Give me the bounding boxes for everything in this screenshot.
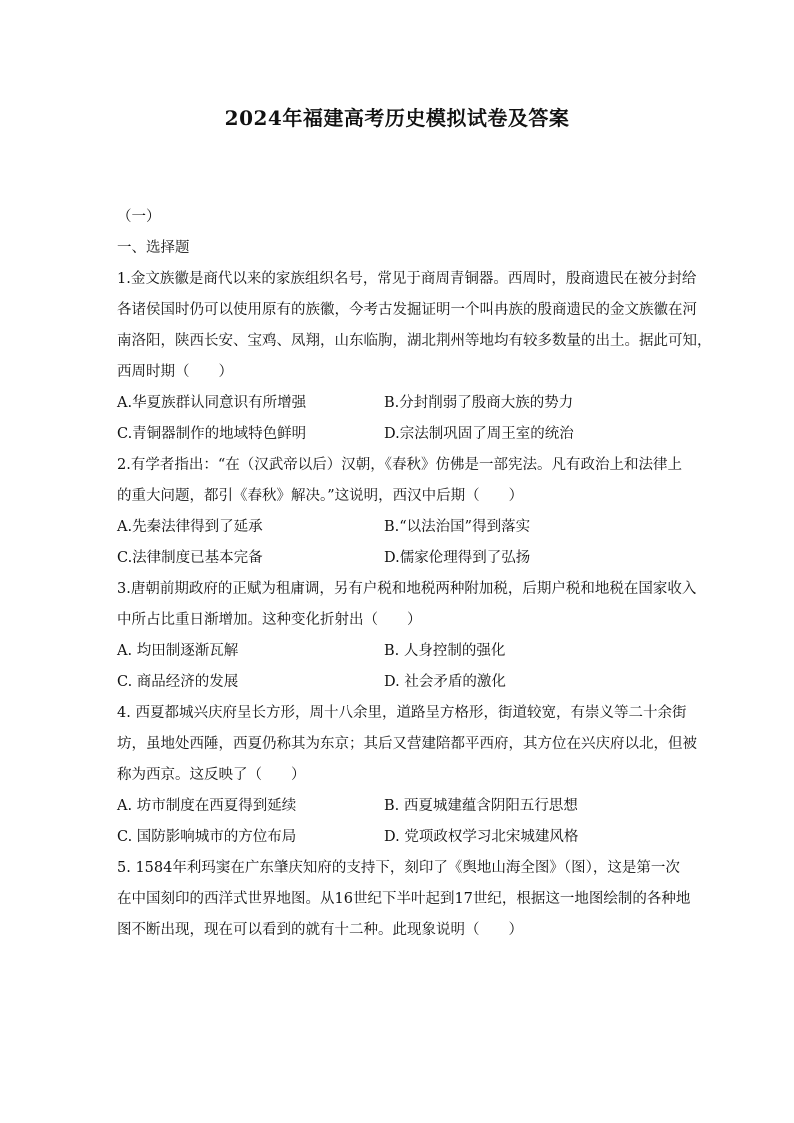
option-c: C. 商品经济的发展 <box>117 674 239 690</box>
options-row <box>117 636 679 667</box>
question-text-line: 坊，虽地处西陲，西夏仍称其为东京；其后又营建陪都平西府，其方位在兴庆府以北，但被 <box>117 736 697 752</box>
option-b: B.分封削弱了殷商大族的势力 <box>384 395 574 411</box>
question-text-line: 的重大问题，都引《春秋》解决。”这说明，西汉中后期（ ） <box>117 488 524 504</box>
question-text-line: 5. 1584年利玛窦在广东肇庆知府的支持下，刻印了《舆地山海全图》（图），这是第一次 <box>117 860 680 876</box>
option-d: D.宗法制巩固了周王室的统治 <box>384 426 574 442</box>
part-label: （一） <box>117 209 161 225</box>
option-c: C.青铜器制作的地域特色鲜明 <box>117 426 307 442</box>
option-d: D. 党项政权学习北宋城建风格 <box>384 829 579 845</box>
question-2 <box>117 450 682 574</box>
option-a: A.先秦法律得到了延承 <box>117 519 263 535</box>
question-text-line: 南洛阳，陕西长安、宝鸡、凤翔，山东临朐，湖北荆州等地均有较多数量的出土。据此可知， <box>117 333 712 349</box>
question-3 <box>117 574 697 698</box>
question-text-line: 在中国刻印的西洋式世界地图。从16世纪下半叶起到17世纪，根据这一地图绘制的各种地 <box>117 891 691 907</box>
question-1 <box>117 264 712 450</box>
option-a: A. 均田制逐渐瓦解 <box>117 643 239 659</box>
question-text-line: 2.有学者指出：“在（汉武帝以后）汉朝，《春秋》仿佛是一部宪法。凡有政治上和法律上 <box>117 457 682 473</box>
question-text-line: 3.唐朝前期政府的正赋为租庸调，另有户税和地税两种附加税，后期户税和地税在国家收入 <box>117 581 697 597</box>
options-row <box>117 791 679 822</box>
question-text-line: 称为西京。这反映了（ ） <box>117 767 306 783</box>
question-text-line: 各诸侯国时仍可以使用原有的族徽，今考古发掘证明一个叫冉族的殷商遗民的金文族徽在河 <box>117 302 697 318</box>
question-text-line: 西周时期（ ） <box>117 364 233 380</box>
question-text-line: 1.金文族徽是商代以来的家族组织名号，常见于商周青铜器。西周时，殷商遗民在被分封给 <box>117 271 697 287</box>
options-row <box>117 419 679 450</box>
option-a: A.华夏族群认同意识有所增强 <box>117 395 307 411</box>
question-text-line: 4. 西夏都城兴庆府呈长方形，周十八余里，道路呈方格形，街道较宽，有崇义等二十余街 <box>117 705 687 721</box>
options-row <box>117 543 679 574</box>
question-4 <box>117 698 697 853</box>
page-title: 2024年福建高考历史模拟试卷及答案 <box>224 106 570 130</box>
option-a: A. 坊市制度在西夏得到延续 <box>117 798 297 814</box>
question-5 <box>117 853 691 946</box>
option-d: D.儒家伦理得到了弘扬 <box>384 550 531 566</box>
option-c: C.法律制度已基本完备 <box>117 550 263 566</box>
options-row <box>117 388 679 419</box>
option-b: B.“以法治国”得到落实 <box>384 519 531 535</box>
option-c: C. 国防影响城市的方位布局 <box>117 829 297 845</box>
options-row <box>117 822 679 853</box>
document-body <box>117 202 712 946</box>
options-row <box>117 512 679 543</box>
question-text-line: 图不断出现，现在可以看到的就有十二种。此现象说明（ ） <box>117 922 523 938</box>
option-d: D. 社会矛盾的激化 <box>384 674 506 690</box>
options-row <box>117 667 679 698</box>
option-b: B. 人身控制的强化 <box>384 643 506 659</box>
question-text-line: 中所占比重日渐增加。这种变化折射出（ ） <box>117 612 422 628</box>
section-heading: 一、选择题 <box>117 240 190 256</box>
option-b: B. 西夏城建蕴含阴阳五行思想 <box>384 798 578 814</box>
